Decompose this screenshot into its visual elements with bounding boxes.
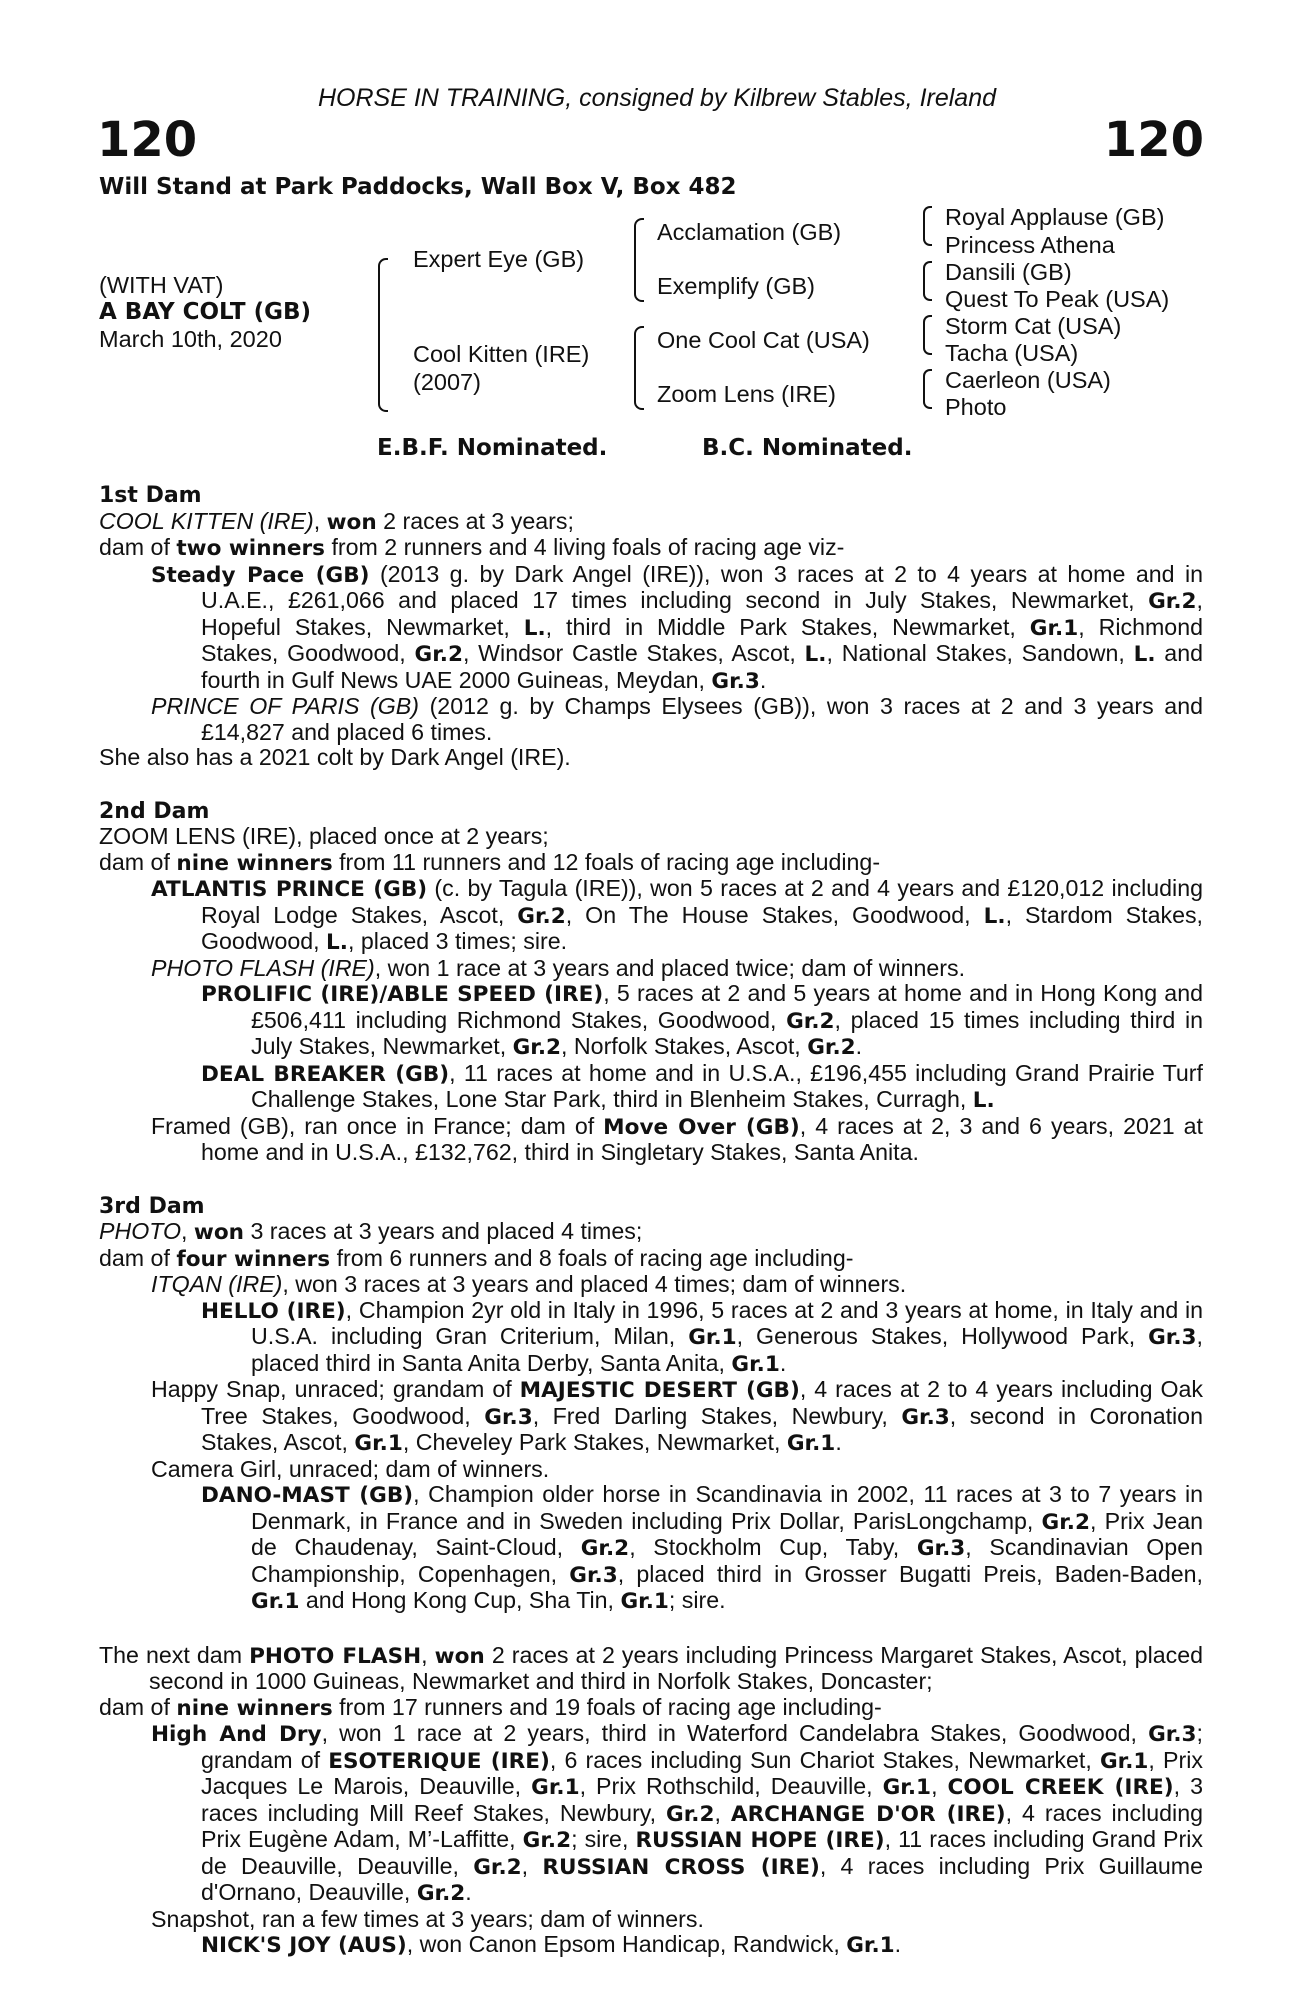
ggsire-2: Dansili (GB) <box>945 259 1072 285</box>
progeny-itqan: ITQAN (IRE), won 3 races at 3 years and placed 4 times; dam of winners. <box>151 1271 907 1297</box>
first-dam-heading: 1st Dam <box>99 483 202 508</box>
first-dam-produce-line: dam of two winners from 2 runners and 4 living foals of racing age viz- <box>99 534 845 561</box>
dam-name: Cool Kitten (IRE) <box>413 341 590 367</box>
second-dam-heading: 2nd Dam <box>99 798 210 824</box>
ggsire-4: Caerleon (USA) <box>945 367 1111 393</box>
catalogue-header: HORSE IN TRAINING, consigned by Kilbrew Stables, Ireland <box>317 84 997 112</box>
pedigree-brace-main <box>378 258 388 412</box>
second-dam-line: ZOOM LENS (IRE), placed once at 2 years; <box>99 823 549 849</box>
dam-dam-name: Zoom Lens (IRE) <box>657 381 836 407</box>
pedigree-brace-g1 <box>923 206 932 246</box>
dam-foaled-year: (2007) <box>413 369 481 395</box>
pedigree-brace-g3 <box>923 315 932 355</box>
ggdam-1: Princess Athena <box>945 232 1115 258</box>
horse-name: A BAY COLT (GB) <box>99 299 312 325</box>
first-dam-line: COOL KITTEN (IRE), won 2 races at 3 years; <box>99 507 574 535</box>
third-dam-heading: 3rd Dam <box>99 1193 205 1219</box>
pedigree-brace-sire <box>634 218 644 302</box>
vat-note: (WITH VAT) <box>99 272 224 298</box>
third-dam-produce-line: dam of four winners from 6 runners and 8 foals of racing age including- <box>99 1244 854 1272</box>
horse-dob: March 10th, 2020 <box>99 326 282 352</box>
lot-number-right: 120 <box>1103 112 1204 168</box>
ggsire-1: Royal Applause (GB) <box>945 204 1165 230</box>
progeny-nicks-joy: NICK'S JOY (AUS), won Canon Epsom Handicap, Randwick, Gr.1. <box>201 1931 902 1958</box>
pedigree-brace-g2 <box>923 261 932 301</box>
third-dam-line: PHOTO, won 3 races at 3 years and placed 4 times; <box>99 1218 643 1245</box>
first-dam-note: She also has a 2021 colt by Dark Angel (IRE). <box>99 744 571 770</box>
progeny-dano-mast: DANO-MAST (GB), Champion older horse in Scandinavia in 2002, 11 races at 3 to 7 years in Denmark, in France and in Sweden including Prix Dollar, ParisLongchamp, Gr.2, Prix Jean de Chaudenay, Saint-Cloud, Gr.2, Stockholm Cup, Taby, Gr.3, Scandinavian Open Championship, Copenhagen, Gr.3, placed third in Grosser Bugatti Preis, Baden-Baden, Gr.1 and Hong Kong Cup, Sha Tin, Gr.1; sire. <box>201 1481 1203 1614</box>
progeny-steady-pace: Steady Pace (GB) (2013 g. by Dark Angel (IRE)), won 3 races at 2 to 4 years at home and in U.A.E., £261,066 and placed 17 times including second in July Stakes, Newmarket, Gr.2, Hopeful Stakes, Newmarket, L., third in Middle Park Stakes, Newmarket, Gr.1, Richmond Stakes, Goodwood, Gr.2, Windsor Castle Stakes, Ascot, L., National Stakes, Sandown, L. and fourth in Gulf News UAE 2000 Guineas, Meydan, Gr.3. <box>151 560 1203 694</box>
progeny-atlantis-prince: ATLANTIS PRINCE (GB) (c. by Tagula (IRE)), won 5 races at 2 and 4 years and £120,012 including Royal Lodge Stakes, Ascot, Gr.2, On The House Stakes, Goodwood, L., Stardom Stakes, Goodwood, L., placed 3 times; sire. <box>151 875 1203 955</box>
dam-sire-name: One Cool Cat (USA) <box>657 327 870 353</box>
ggsire-3: Storm Cat (USA) <box>945 313 1122 339</box>
progeny-framed: Framed (GB), ran once in France; dam of Move Over (GB), 4 races at 2, 3 and 6 years, 2021 at home and in U.S.A., £132,762, third in Singletary Stakes, Santa Anita. <box>151 1112 1204 1165</box>
ebf-nomination: E.B.F. Nominated. <box>377 435 608 461</box>
progeny-camera-girl: Camera Girl, unraced; dam of winners. <box>151 1455 550 1482</box>
sire-dam-name: Exemplify (GB) <box>657 273 815 299</box>
progeny-prince-of-paris: PRINCE OF PARIS (GB) (2012 g. by Champs Elysees (GB)), won 3 races at 2 and 3 years and £14,827 and placed 6 times. <box>151 693 1203 745</box>
progeny-snapshot: Snapshot, ran a few times at 3 years; dam of winners. <box>151 1905 704 1932</box>
ggdam-2: Quest To Peak (USA) <box>945 286 1170 312</box>
pedigree-brace-g4 <box>923 369 932 409</box>
next-dam-line: The next dam PHOTO FLASH, won 2 races at 2 years including Princess Margaret Stakes, Ascot, placed second in 1000 Guineas, Newmarket and third in Norfolk Stakes, Doncaster; <box>99 1641 1203 1694</box>
sire-sire-name: Acclamation (GB) <box>657 219 842 245</box>
ggdam-3: Tacha (USA) <box>945 340 1079 366</box>
stand-location: Will Stand at Park Paddocks, Wall Box V, Box 482 <box>99 174 737 200</box>
catalogue-body <box>99 483 1203 1959</box>
pedigree-brace-dam <box>634 326 644 410</box>
progeny-photo-flash-ire: PHOTO FLASH (IRE), won 1 race at 3 years and placed twice; dam of winners. <box>151 954 966 981</box>
progeny-hello: HELLO (IRE), Champion 2yr old in Italy in 1996, 5 races at 2 and 3 years at home, in Italy and in U.S.A. including Gran Criterium, Milan, Gr.1, Generous Stakes, Hollywood Park, Gr.3, placed third in Santa Anita Derby, Santa Anita, Gr.1. <box>201 1296 1204 1377</box>
second-dam-produce-line: dam of nine winners from 11 runners and 12 foals of racing age including- <box>99 848 881 876</box>
lot-number-left: 120 <box>97 112 198 168</box>
progeny-deal-breaker: DEAL BREAKER (GB), 11 races at home and in U.S.A., £196,455 including Grand Prairie Turf Challenge Stakes, Lone Star Park, third in Blenheim Stakes, Curragh, L. <box>201 1059 1203 1113</box>
progeny-happy-snap: Happy Snap, unraced; grandam of MAJESTIC DESERT (GB), 4 races at 2 to 4 years including Oak Tree Stakes, Goodwood, Gr.3, Fred Darling Stakes, Newbury, Gr.3, second in Coronation Stakes, Ascot, Gr.1, Cheveley Park Stakes, Newmarket, Gr.1. <box>151 1376 1203 1456</box>
next-dam-produce-line: dam of nine winners from 17 runners and 19 foals of racing age including- <box>99 1693 882 1721</box>
ggdam-4: Photo <box>945 394 1007 420</box>
sire-name: Expert Eye (GB) <box>413 246 585 272</box>
progeny-high-and-dry: High And Dry, won 1 race at 2 years, third in Waterford Candelabra Stakes, Goodwood, Gr.3; grandam of ESOTERIQUE (IRE), 6 races including Sun Chariot Stakes, Newmarket, Gr.1, Prix Jacques Le Marois, Deauville, Gr.1, Prix Rothschild, Deauville, Gr.1, COOL CREEK (IRE), 3 races including Mill Reef Stakes, Newbury, Gr.2, ARCHANGE D'OR (IRE), 4 races including Prix Eugène Adam, M’-Laffitte, Gr.2; sire, RUSSIAN HOPE (IRE), 11 races including Grand Prix de Deauville, Deauville, Gr.2, RUSSIAN CROSS (IRE), 4 races including Prix Guillaume d'Ornano, Deauville, Gr.2. <box>151 1720 1204 1906</box>
bc-nomination: B.C. Nominated. <box>702 435 913 461</box>
progeny-prolific: PROLIFIC (IRE)/ABLE SPEED (IRE), 5 races at 2 and 5 years at home and in Hong Kong and £506,411 including Richmond Stakes, Goodwood, Gr.2, placed 15 times including third in July Stakes, Newmarket, Gr.2, Norfolk Stakes, Ascot, Gr.2. <box>201 980 1204 1060</box>
